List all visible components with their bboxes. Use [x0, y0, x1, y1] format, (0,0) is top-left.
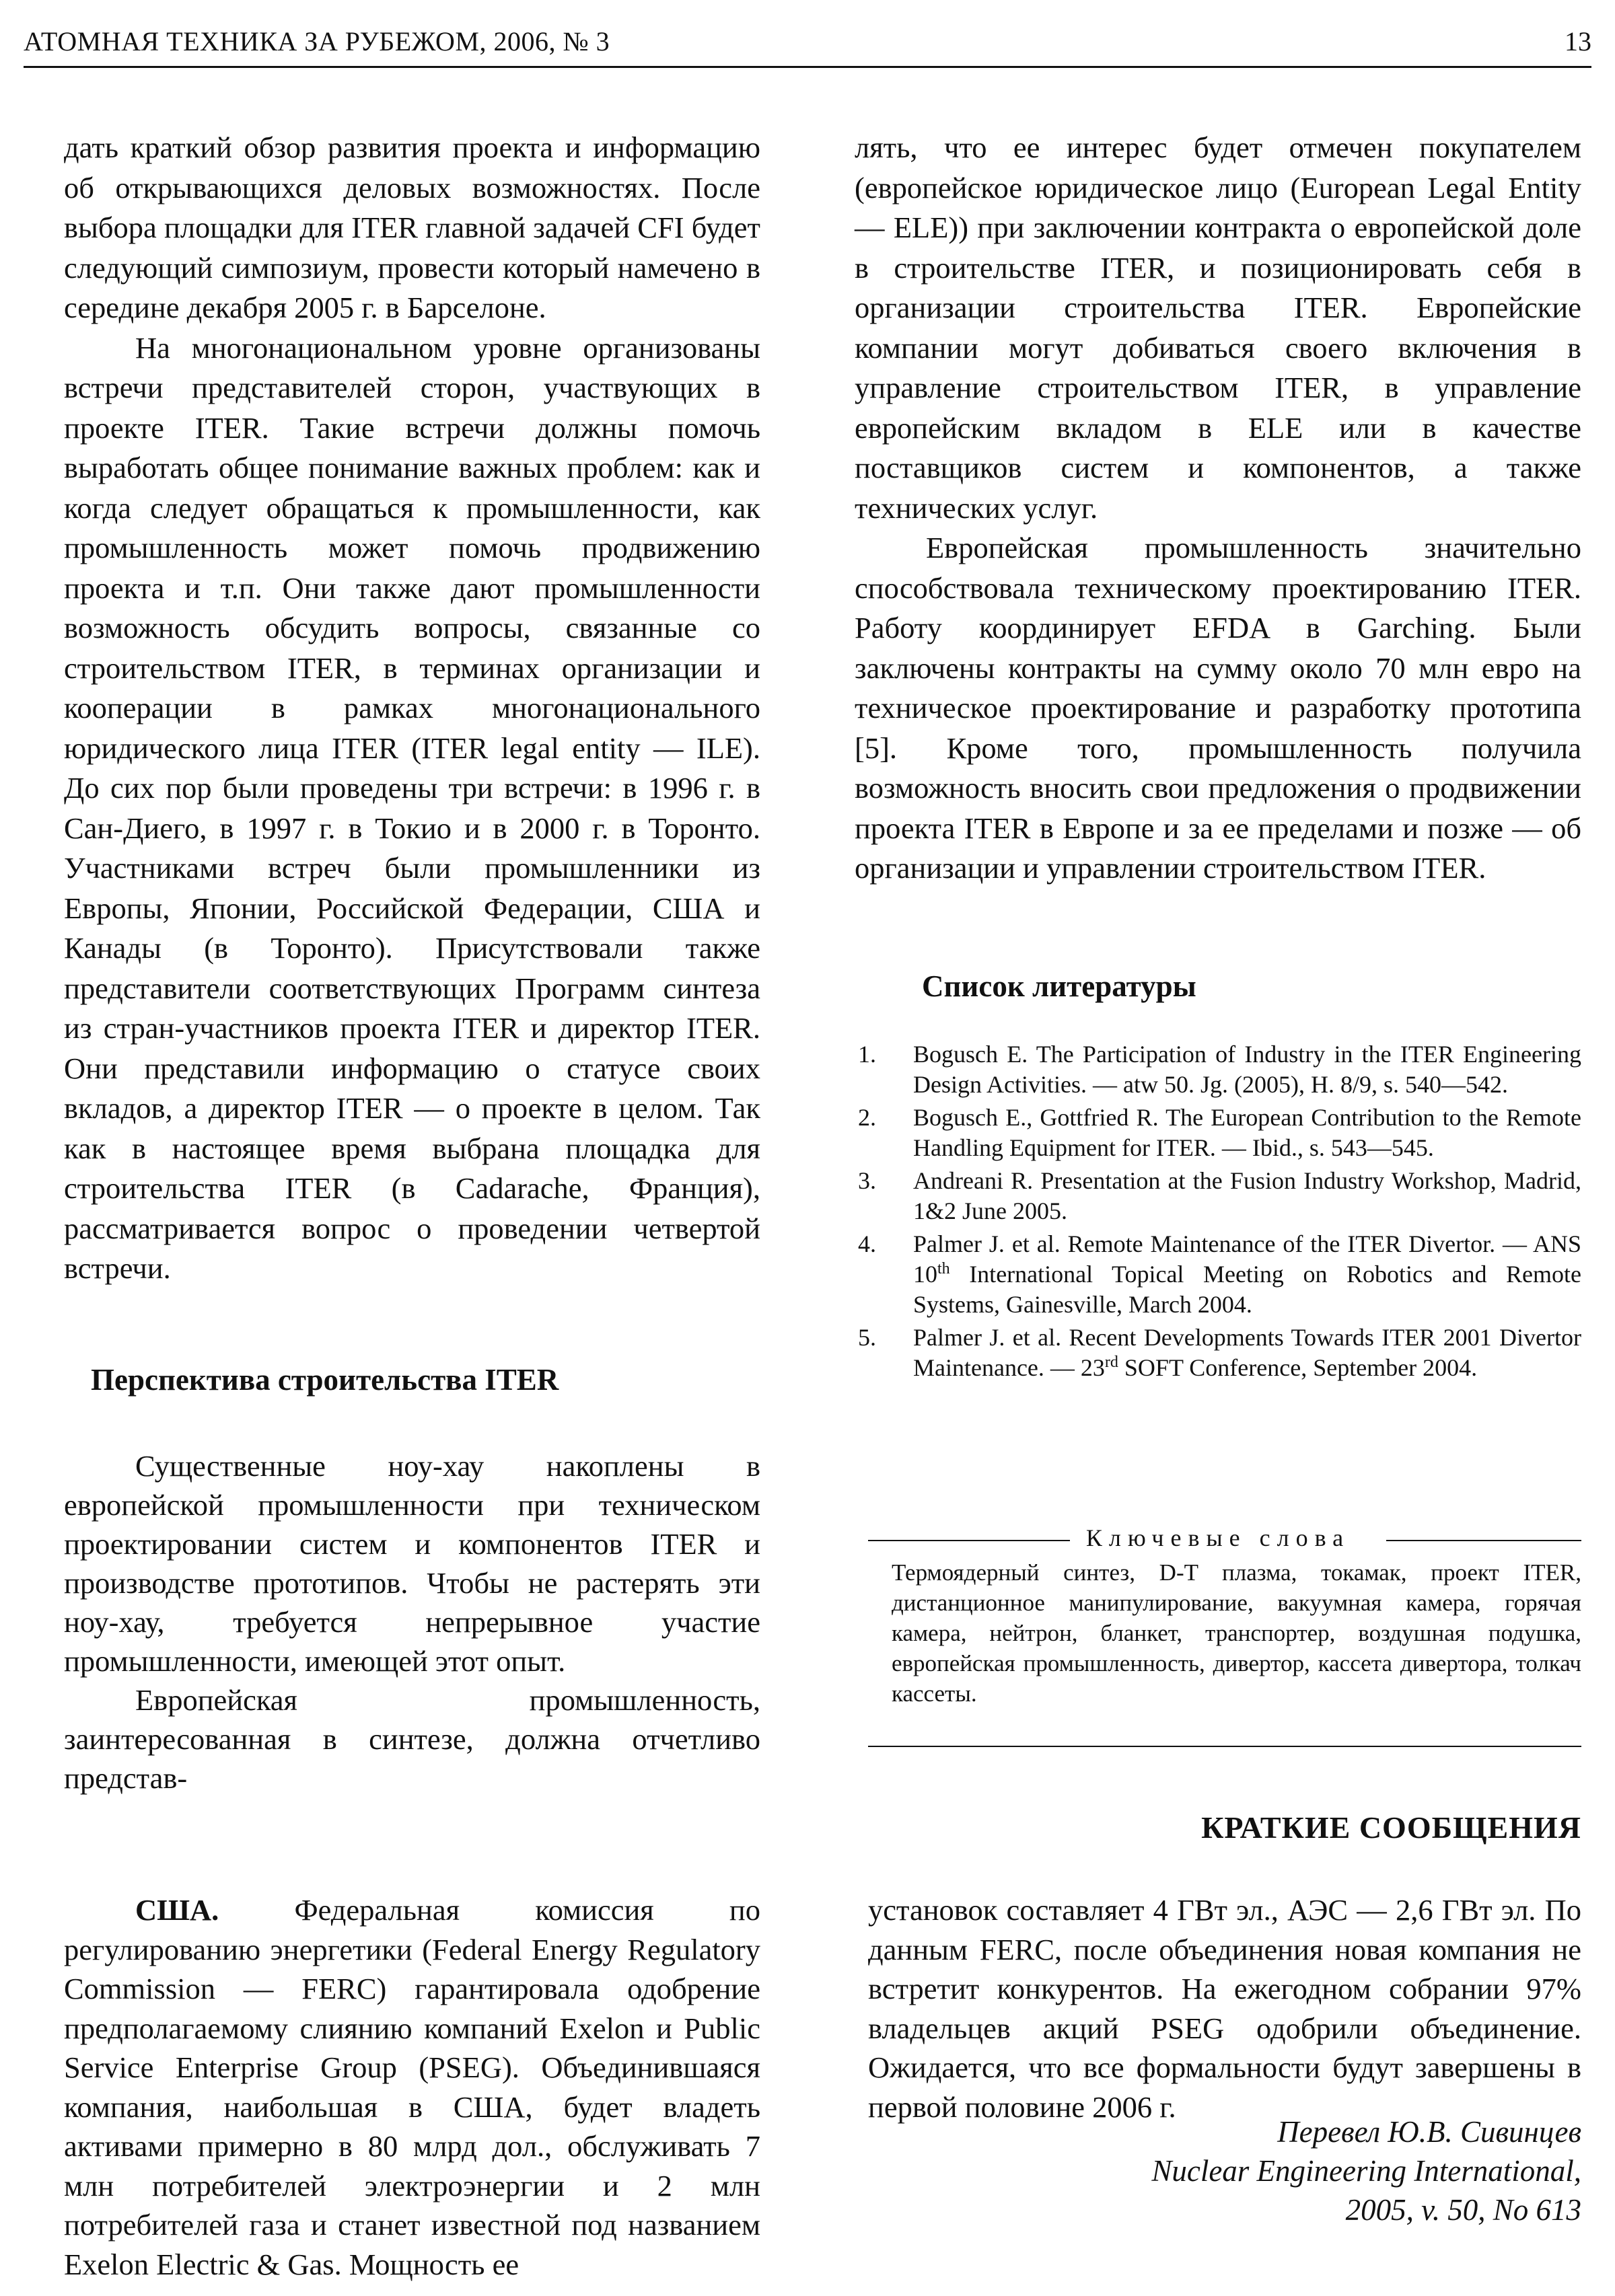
- paragraph: Европейская промышленность значительно способствовала техническому проектированию ITER. Работу координирует EFDA в Garching. Были заключены контракты на сумму около 70 млн евро на техническое проектирование и разработку прототипа [5]. Кроме того, промышленность получила возможность вносить свои предложения о продвижении проекта ITER в Европе и за ее пределами и позже — об организации и управлении строительством ITER.: [855, 531, 1581, 885]
- header-rule: [24, 66, 1591, 68]
- left-column-article: [64, 128, 760, 1289]
- source-line: Nuclear Engineering International,: [1151, 2154, 1581, 2188]
- reference-item: [858, 1039, 1581, 1100]
- superscript: th: [937, 1260, 950, 1277]
- reference-text: [913, 1230, 1581, 1318]
- superscript: rd: [1104, 1354, 1118, 1371]
- page-number: 13: [1565, 26, 1591, 57]
- references-list: [858, 1039, 1581, 1386]
- translator-credit: Перевел Ю.В. Сивинцев: [1277, 2115, 1581, 2149]
- paragraph: дать краткий обзор развития проекта и информацию об открывающихся деловых возможностях. После выбора площадки для ITER главной задачей CFI будет следующий симпозиум, провести который намечено в середине декабря 2005 г. в Барселоне.: [64, 131, 760, 324]
- reference-text: Andreani R. Presentation at the Fusion Industry Workshop, Madrid, 1&2 June 2005.: [913, 1167, 1581, 1224]
- paragraph: Существенные ноу-хау накоплены в европейской промышленности при техническом проектировании систем и компонентов ITER и производстве прототипов. Чтобы не растерять эти ноу-хау, требуется непрерывное участие промышленности, имеющей этот опыт.: [64, 1449, 760, 1678]
- reference-text-part: Palmer J. et al. Recent Developments Towards ITER 2001 Divertor Maintenance. — 23: [913, 1324, 1581, 1381]
- reference-item: [858, 1229, 1581, 1320]
- reference-number: 1.: [858, 1041, 876, 1068]
- perspective-section: [64, 1446, 760, 1798]
- news-right-column: [868, 1890, 1581, 2126]
- reference-number: 2.: [858, 1104, 876, 1131]
- news-lead: США.: [135, 1893, 219, 1927]
- running-header: [24, 26, 1591, 66]
- references-heading: Список литературы: [922, 969, 1196, 1003]
- paragraph: На многонациональном уровне организованы встречи представителей сторон, участвующих в проекте ITER. Такие встречи должны помочь выработать общее понимание важных проблем: как и когда следует обращаться к промышленности, как промышленность может помочь продвижению проекта и т.п. Они также дают промышленности возможность обсудить вопросы, связанные со строительством ITER, в терминах организации и кооперации в рамках многонационального юридического лица ITER (ITER legal entity — ILE). До сих пор были проведены три встречи: в 1996 г. в Сан-Диего, в 1997 г. в Токио и в 2000 г. в Торонто. Участниками встреч были промышленники из Европы, Японии, Российской Федерации, США и Канады (в Торонто). Присутствовали также представители соответствующих Программ синтеза из стран-участников проекта ITER и директор ITER. Они представили информацию о статусе своих вкладов, а директор ITER — о проекте в целом. Так как в настоящее время выбрана площадка для строительства ITER (в Cadarache, Франция), рассматривается вопрос о проведении четвертой встречи.: [64, 330, 760, 1285]
- news-left-column: [64, 1890, 760, 2284]
- keywords-bottom-rule: [868, 1746, 1581, 1747]
- reference-number: 3.: [858, 1167, 876, 1194]
- keywords-title: Ключевые слова: [1085, 1524, 1351, 1551]
- reference-item: [858, 1166, 1581, 1226]
- keywords-text: Термоядерный синтез, D-T плазма, токамак, проект ITER, дистанционное манипулирование, вакуумная камера, горячая камера, нейтрон, бланкет, транспортер, воздушная подушка, европейская промышленность, дивертор, кассета дивертора, толкач кассеты.: [892, 1559, 1581, 1707]
- paragraph: лять, что ее интерес будет отмечен покупателем (европейское юридическое лицо (European Legal Entity — ELE)) при заключении контракта о европейской доле в строительстве ITER, и позиционировать себя в организации строительства ITER. Европейские компании могут добиваться своего включения в управление строительством ITER, в управление европейским вкладом в ELE или в качестве поставщиков систем и компонентов, а также технических услуг.: [855, 131, 1581, 525]
- source-line: 2005, v. 50, No 613: [1345, 2193, 1581, 2227]
- reference-item: [858, 1103, 1581, 1163]
- news-section-heading: КРАТКИЕ СООБЩЕНИЯ: [1201, 1810, 1581, 1845]
- keywords-block: [855, 1524, 1581, 1709]
- keywords-title-row: [855, 1524, 1581, 1555]
- reference-number: 5.: [858, 1324, 876, 1351]
- reference-number: 4.: [858, 1230, 876, 1257]
- reference-text: [913, 1324, 1581, 1381]
- keywords-rule-right: [1386, 1540, 1581, 1541]
- section-heading-perspective: Перспектива строительства ITER: [91, 1363, 559, 1397]
- reference-text-part: Palmer J. et al. Remote Maintenance of the ITER Divertor. — ANS 10: [913, 1230, 1581, 1288]
- reference-text-part: SOFT Conference, September 2004.: [1118, 1354, 1478, 1381]
- paragraph: [64, 1890, 760, 2284]
- right-column-article: [855, 128, 1581, 889]
- reference-text: Bogusch E., Gottfried R. The European Contribution to the Remote Handling Equipment for ITER. — Ibid., s. 543—545.: [913, 1104, 1581, 1161]
- paragraph: установок составляет 4 ГВт эл., АЭС — 2,6 ГВт эл. По данным FERC, после объединения новая компания не встретит конкурентов. На ежегодном собрании 97% владельцев акций PSEG одобрили объединение. Ожидается, что все формальности будут завершены в первой половине 2006 г.: [868, 1893, 1581, 2124]
- reference-text: Bogusch E. The Participation of Industry in the ITER Engineering Design Activities. — atw 50. Jg. (2005), H. 8/9, s. 540—542.: [913, 1041, 1581, 1098]
- news-attribution: [1151, 2112, 1581, 2229]
- news-text: Федеральная комиссия по регулированию энергетики (Federal Energy Regulatory Commission — FERC) гарантировала одобрение предполагаемому слиянию компаний Exelon и Public Service Enterprise Group (PSEG). Объединившаяся компания, наибольшая в США, будет владеть активами примерно в 80 млрд дол., обслуживать 7 млн потребителей электроэнергии и 2 млн потребителей газа и станет известной под названием Exelon Electric & Gas. Мощность ее: [64, 1893, 760, 2281]
- reference-item: [858, 1323, 1581, 1383]
- journal-title: АТОМНАЯ ТЕХНИКА ЗА РУБЕЖОМ, 2006, № 3: [24, 26, 610, 57]
- reference-text-part: International Topical Meeting on Robotics and Remote Systems, Gainesville, March 2004.: [913, 1261, 1581, 1318]
- paragraph: Европейская промышленность, заинтересованная в синтезе, должна отчетливо представ-: [64, 1683, 760, 1795]
